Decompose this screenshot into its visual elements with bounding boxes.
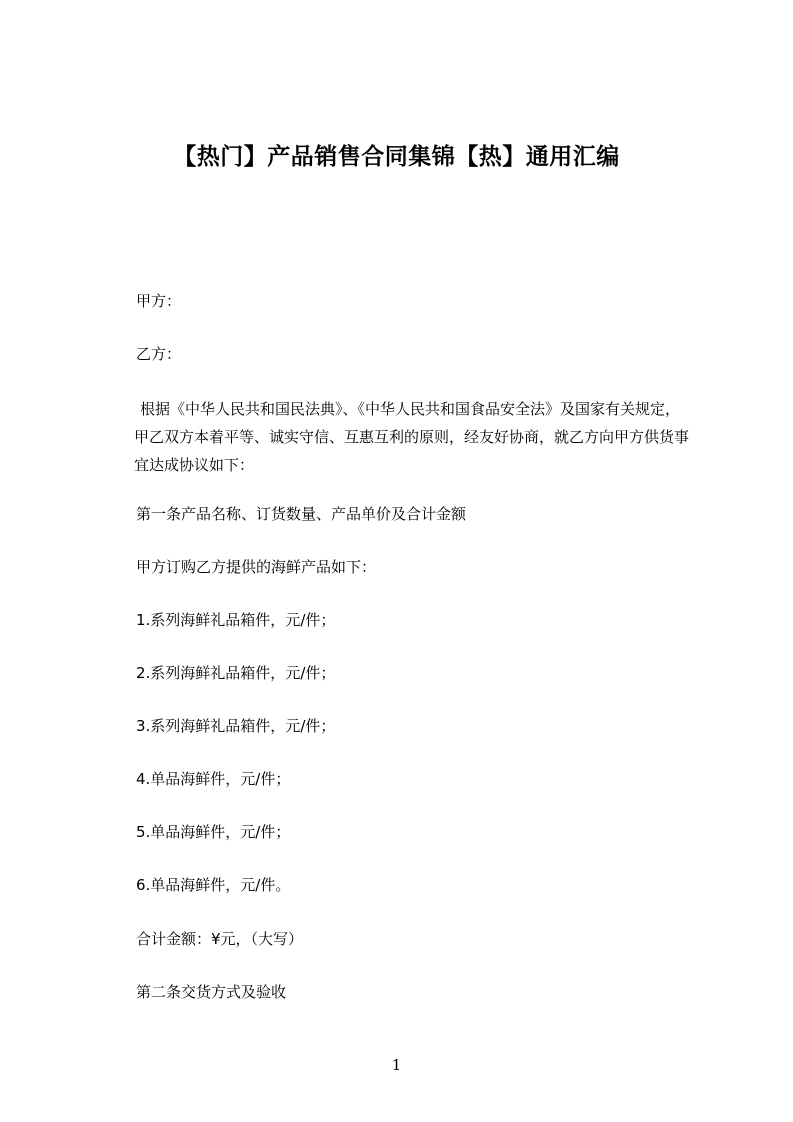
party-a-label: 甲方： <box>136 292 182 310</box>
intro-line-2: 甲乙双方本着平等、诚实守信、互惠互利的原则，经友好协商，就乙方向甲方供货事 <box>134 428 690 446</box>
item-1: 1.系列海鲜礼品箱件，元/件； <box>136 611 336 629</box>
item-4: 4.单品海鲜件，元/件； <box>136 770 291 788</box>
item-6: 6.单品海鲜件，元/件。 <box>136 876 291 894</box>
party-b-label: 乙方： <box>136 345 182 363</box>
intro-paragraph <box>136 395 716 479</box>
item-3: 3.系列海鲜礼品箱件，元/件； <box>136 717 336 735</box>
page-number: 1 <box>391 1056 402 1074</box>
article-1-heading: 第一条产品名称、订货数量、产品单价及合计金额 <box>136 505 467 523</box>
item-5: 5.单品海鲜件，元/件； <box>136 823 291 841</box>
item-2: 2.系列海鲜礼品箱件，元/件； <box>136 664 336 682</box>
intro-line-3: 宜达成协议如下： <box>134 456 255 474</box>
intro-line-1: 根据《中华人民共和国民法典》、《中华人民共和国食品安全法》及国家有关规定， <box>140 400 681 418</box>
document-title: 【热门】产品销售合同集锦【热】通用汇编 <box>173 144 620 170</box>
total-amount: 合计金额：¥元，（大写） <box>136 930 304 948</box>
order-intro: 甲方订购乙方提供的海鲜产品如下： <box>136 558 377 576</box>
article-2-heading: 第二条交货方式及验收 <box>136 983 287 1001</box>
